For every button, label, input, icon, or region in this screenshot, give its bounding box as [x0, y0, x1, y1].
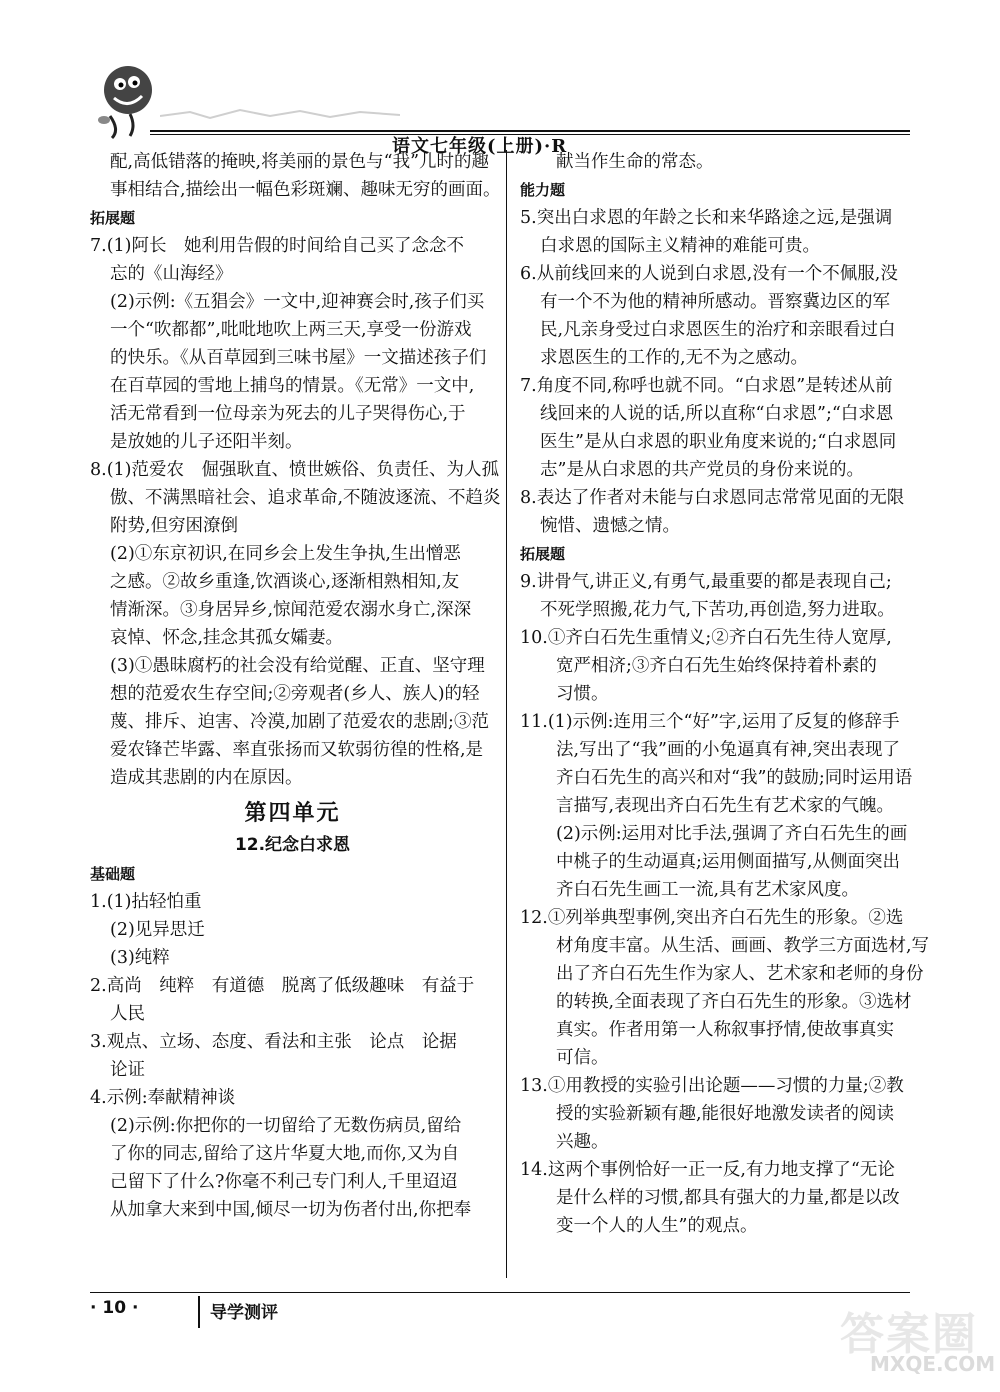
text-line: 是放她的儿子还阳半刻。	[110, 432, 303, 452]
left-lines-b	[90, 860, 495, 1224]
text-line: 授的实验新颖有趣,能很好地激发读者的阅读	[556, 1104, 895, 1124]
text-line: 可信。	[556, 1048, 609, 1068]
text-line: 11.(1)示例:连用三个“好”字,运用了反复的修辞手	[520, 712, 900, 732]
text-line: 4.示例:奉献精神谈	[90, 1088, 236, 1108]
text-line: 2.高尚 纯粹 有道德 脱离了低级趣味 有益于	[90, 976, 475, 996]
text-line: 献当作生命的常态。	[556, 152, 714, 172]
left-column	[90, 148, 501, 1224]
text-line: 3.观点、立场、态度、看法和主张 论点 论据	[90, 1032, 457, 1052]
mascot-icon	[90, 60, 170, 140]
text-line: 9.讲骨气,讲正义,有勇气,最重要的都是表现自己;	[520, 572, 892, 592]
text-line: 一个“吹都都”,吡吡地吹上两三天,享受一份游戏	[110, 320, 472, 340]
text-line: 兴趣。	[556, 1132, 609, 1152]
text-line: 己留下了什么?你毫不利己专门利人,千里迢迢	[110, 1172, 458, 1192]
text-line: (2)见异思迁	[110, 920, 205, 940]
text-line: (3)纯粹	[110, 948, 170, 968]
text-line: 忘的《山海经》	[110, 264, 233, 284]
watermark-logo	[820, 1290, 996, 1390]
footer-brand: 导学测评	[210, 1303, 278, 1323]
text-line: 活无常看到一位母亲为死去的儿子哭得伤心,于	[110, 404, 466, 424]
text-line: 中桃子的生动逼真;运用侧面描写,从侧面突出	[556, 852, 900, 872]
right-lines	[520, 148, 930, 1240]
text-line: 出了齐白石先生作为家人、艺术家和老师的身份	[556, 964, 924, 984]
text-line: 言描写,表现出齐白石先生有艺术家的气魄。	[556, 796, 895, 816]
left-lines	[90, 148, 501, 792]
text-line: 从加拿大来到中国,倾尽一切为伤者付出,你把奉	[110, 1200, 472, 1220]
text-line: 的快乐。《从百草园到三味书屋》一文描述孩子们	[110, 348, 487, 368]
column-divider	[506, 150, 507, 1278]
text-line: 是什么样的习惯,都具有强大的力量,都是以改	[556, 1188, 900, 1208]
section-heading: 基础题	[90, 865, 136, 883]
text-line: 8.表达了作者对未能与白求恩同志常常见面的无限	[520, 488, 905, 508]
section-heading: 拓展题	[520, 545, 566, 563]
header-decoration	[160, 102, 400, 124]
text-line: 之感。②故乡重逢,饮酒谈心,逐渐相熟相知,友	[110, 572, 460, 592]
text-line: 不死学照搬,花力气,下苦功,再创造,努力进取。	[540, 600, 895, 620]
footer-separator	[198, 1296, 200, 1328]
text-line: 有一个不为他的精神所感动。晋察冀边区的军	[540, 292, 890, 312]
text-line: 论证	[110, 1060, 145, 1080]
text-line: 14.这两个事例恰好一正一反,有力地支撑了“无论	[520, 1160, 895, 1180]
text-line: (2)示例:运用对比手法,强调了齐白石先生的画	[556, 824, 908, 844]
text-line: 求恩医生的工作的,无不为之感动。	[540, 348, 809, 368]
text-line: 1.(1)拈轻怕重	[90, 892, 202, 912]
page-number: · 10 ·	[90, 1298, 139, 1318]
text-line: 造成其悲剧的内在原因。	[110, 768, 303, 788]
header-title: 语文七年级(上册)·R	[392, 136, 568, 157]
text-line: 人民	[110, 1004, 145, 1024]
text-line: 12.①列举典型事例,突出齐白石先生的形象。②选	[520, 908, 904, 928]
text-line: 附势,但穷困潦倒	[110, 516, 239, 536]
text-line: 蔑、排斥、迫害、冷漠,加剧了范爱农的悲剧;③范	[110, 712, 489, 732]
text-line: 齐白石先生画工一流,具有艺术家风度。	[556, 880, 860, 900]
section-heading: 拓展题	[90, 209, 136, 227]
text-line: 变一个人的人生”的观点。	[556, 1216, 758, 1236]
text-line: 民,凡亲身受过白求恩医生的治疗和亲眼看过白	[540, 320, 896, 340]
text-line: 志”是从白求恩的共产党员的身份来说的。	[540, 460, 864, 480]
page-header	[90, 60, 910, 157]
text-line: 傲、不满黑暗社会、追求革命,不随波逐流、不趋炎	[110, 488, 501, 508]
unit-title: 第四单元	[244, 800, 341, 826]
text-line: 白求恩的国际主义精神的难能可贵。	[540, 236, 820, 256]
watermark-url: MXQE.COM	[870, 1352, 996, 1376]
watermark-text: 答案圈	[840, 1309, 978, 1360]
text-line: 哀悼、怀念,挂念其孤女孀妻。	[110, 628, 344, 648]
text-line: 事相结合,描绘出一幅色彩斑斓、趣味无穷的画面。	[110, 180, 501, 200]
text-line: 了你的同志,留给了这片华夏大地,而你,又为自	[110, 1144, 460, 1164]
text-line: 在百草园的雪地上捕鸟的情景。《无常》一文中,	[110, 376, 475, 396]
text-line: 法,写出了“我”画的小兔逼真有神,突出表现了	[556, 740, 901, 760]
text-line: 真实。作者用第一人称叙事抒情,使故事真实	[556, 1020, 895, 1040]
section-heading: 能力题	[520, 181, 566, 199]
text-line: 13.①用教授的实验引出论题——习惯的力量;②教	[520, 1076, 904, 1096]
text-line: (3)①愚昧腐朽的社会没有给觉醒、正直、坚守理	[110, 656, 485, 676]
text-line: 齐白石先生的高兴和对“我”的鼓励;同时运用语	[556, 768, 913, 788]
text-line: 爱农锋芒毕露、率直张扬而又软弱彷徨的性格,是	[110, 740, 484, 760]
text-line: 7.(1)阿长 她利用告假的时间给自己买了念念不	[90, 236, 464, 256]
text-line: 线回来的人说的话,所以直称“白求恩”;“白求恩	[540, 404, 894, 424]
text-line: 的转换,全面表现了齐白石先生的形象。③选材	[556, 992, 912, 1012]
text-line: 想的范爱农生存空间;②旁观者(乡人、族人)的轻	[110, 684, 480, 704]
text-line: 8.(1)范爱农 倔强耿直、愤世嫉俗、负责任、为人孤	[90, 460, 499, 480]
text-line: 5.突出白求恩的年龄之长和来华路途之远,是强调	[520, 208, 893, 228]
page-footer	[90, 1288, 910, 1328]
text-line: 10.①齐白石先生重情义;②齐白石先生待人宽厚,	[520, 628, 892, 648]
right-column	[520, 148, 930, 1240]
text-line: 宽严相济;③齐白石先生始终保持着朴素的	[556, 656, 877, 676]
lesson-title: 12.纪念白求恩	[234, 835, 351, 855]
text-line: 配,高低错落的掩映,将美丽的景色与“我”儿时的趣	[110, 152, 490, 172]
text-line: 材角度丰富。从生活、画画、教学三方面选材,写	[556, 936, 930, 956]
text-line: (2)示例:《五猖会》一文中,迎神赛会时,孩子们买	[110, 292, 485, 312]
text-line: 6.从前线回来的人说到白求恩,没有一个不佩服,没	[520, 264, 898, 284]
text-line: 7.角度不同,称呼也就不同。“白求恩”是转述从前	[520, 376, 893, 396]
text-line: 医生”是从白求恩的职业角度来说的;“白求恩同	[540, 432, 897, 452]
footer-rule	[90, 1292, 910, 1293]
text-line: (2)①东京初识,在同乡会上发生争执,生出憎恶	[110, 544, 461, 564]
text-line: (2)示例:你把你的一切留给了无数伤病员,留给	[110, 1116, 462, 1136]
text-line: 惋惜、遗憾之情。	[540, 516, 680, 536]
text-line: 情渐深。③身居异乡,惊闻范爱农溺水身亡,深深	[110, 600, 472, 620]
text-line: 习惯。	[556, 684, 609, 704]
